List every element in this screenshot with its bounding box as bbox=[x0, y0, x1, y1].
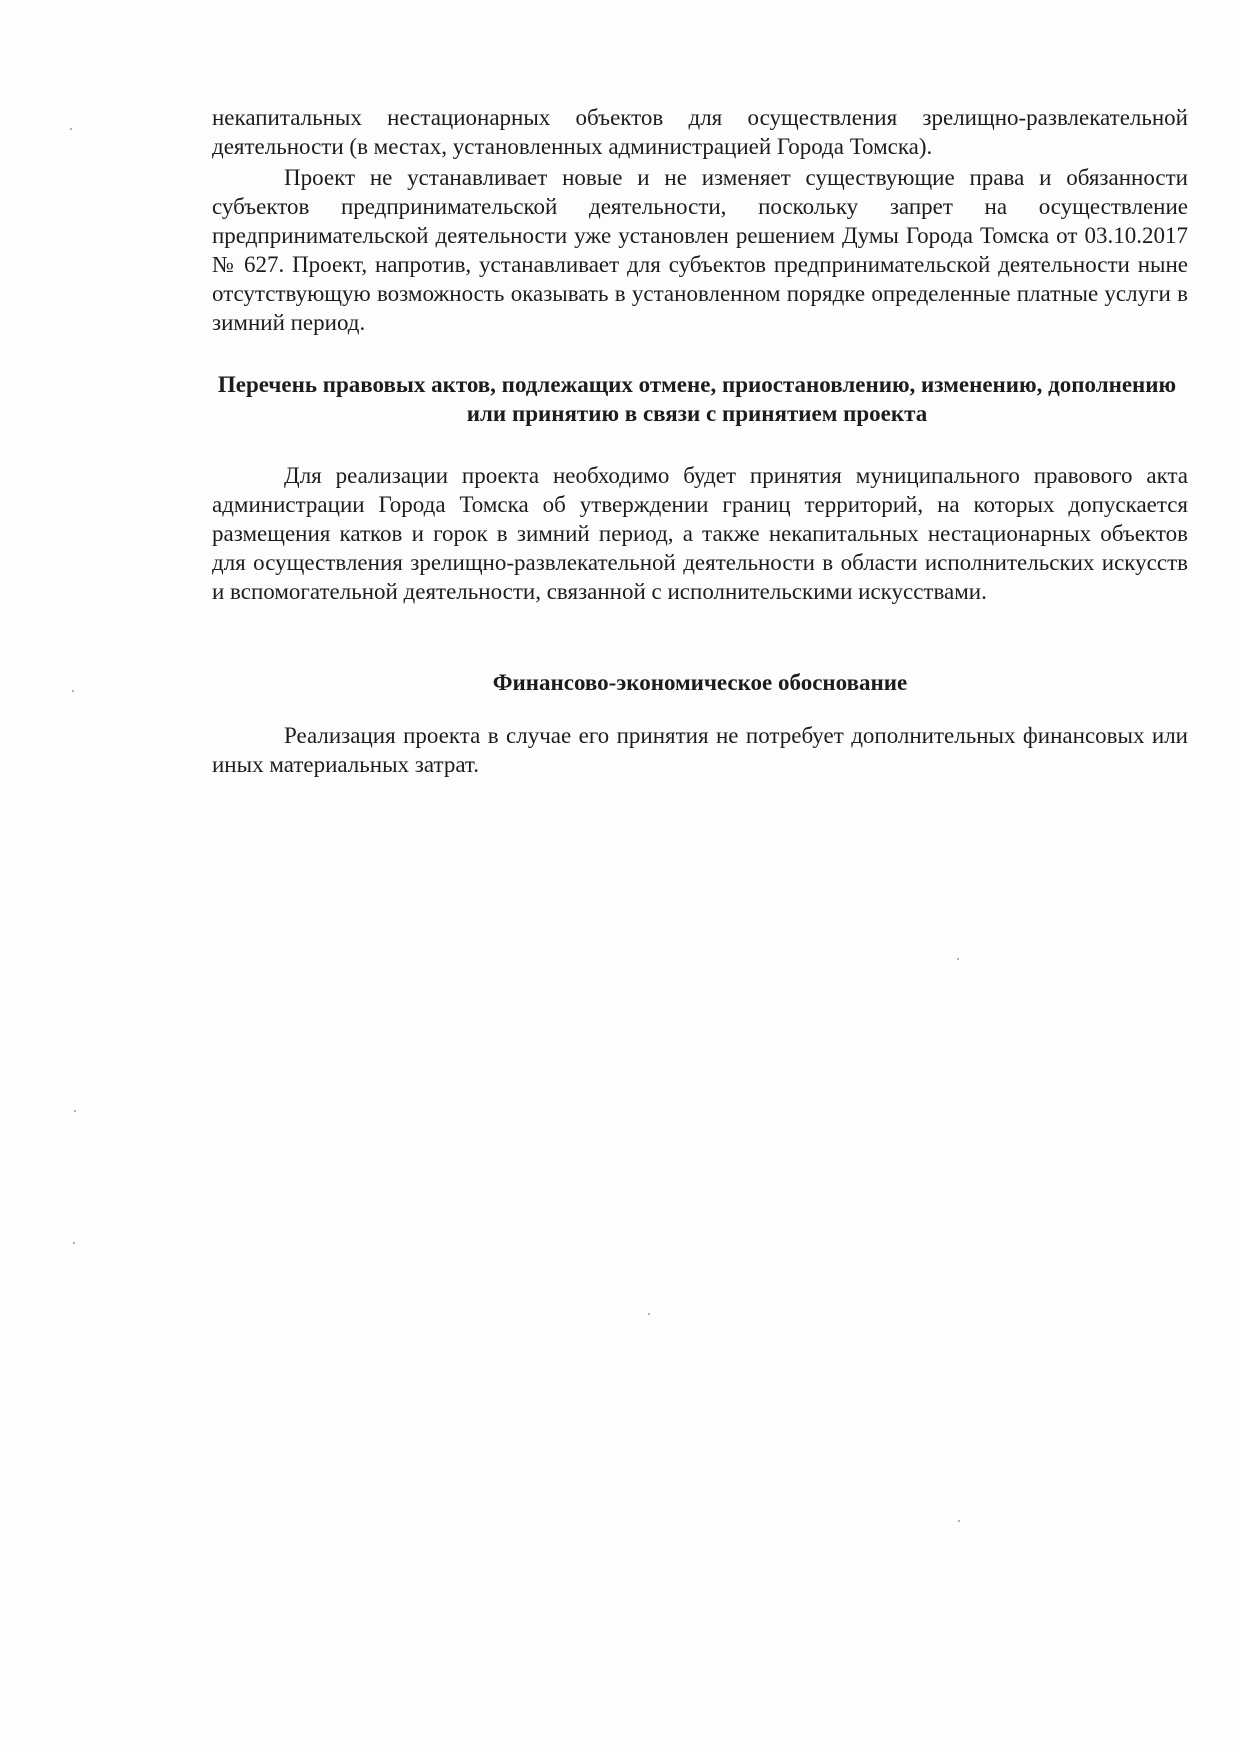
paragraph-continued: некапитальных нестационарных объектов для осуществления зрелищно-развлекательной деятельности (в местах, установленных администрацией Города Томска). bbox=[212, 105, 1188, 159]
paragraph-rights-obligations: Проект не устанавливает новые и не изменяет существующие права и обязанности субъектов предпринимательской деятельности, поскольку запрет на осуществление предпринимательской деятельности уже установлен решением Думы Города Томска от 03.10.2017 № 627. Проект, напротив, устанавливает для субъектов предпринимательской деятельности ныне отсутствующую возможность оказывать в установленном порядке определенные платные услуги в зимний период. bbox=[212, 165, 1188, 335]
scan-speck bbox=[73, 1242, 75, 1244]
paragraph-financial: Реализация проекта в случае его принятия не потребует дополнительных финансовых или иных материальных затрат. bbox=[212, 723, 1188, 777]
document-body bbox=[212, 103, 1188, 779]
scan-speck bbox=[72, 690, 74, 692]
section-heading-legal-acts: Перечень правовых актов, подлежащих отмене, приостановлению, изменению, дополнению или принятию в связи с принятием проекта bbox=[217, 372, 1177, 426]
paragraph-implementation: Для реализации проекта необходимо будет принятия муниципального правового акта администрации Города Томска об утверждении границ территорий, на которых допускается размещения катков и горок в зимний период, а также некапитальных нестационарных объектов для осуществления зрелищно-развлекательной деятельности в области исполнительских искусств и вспомогательной деятельности, связанной с исполнительскими искусствами. bbox=[212, 463, 1188, 604]
scan-speck bbox=[958, 1520, 960, 1522]
scan-speck bbox=[70, 128, 72, 130]
scan-speck bbox=[74, 1110, 76, 1112]
scan-speck bbox=[957, 958, 959, 960]
section-heading-financial: Финансово-экономическое обоснование bbox=[492, 670, 908, 695]
scan-speck bbox=[648, 1313, 650, 1315]
